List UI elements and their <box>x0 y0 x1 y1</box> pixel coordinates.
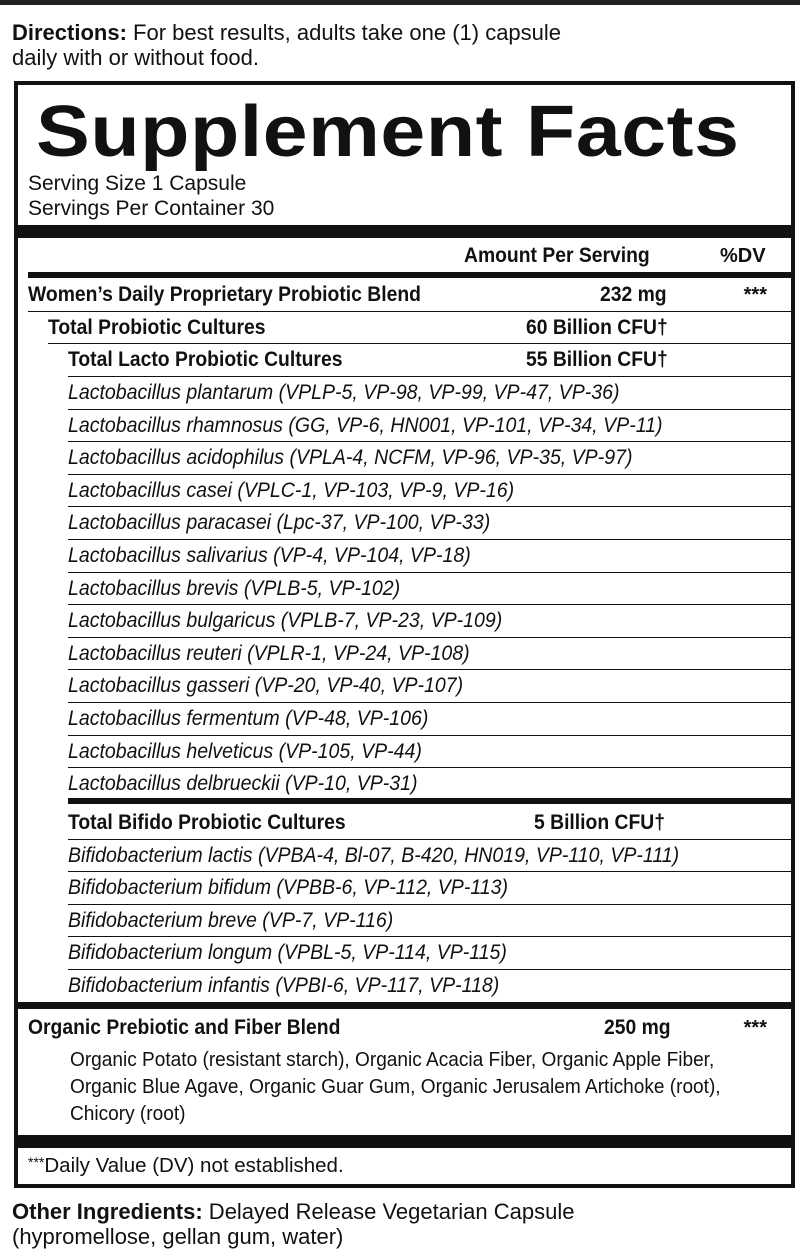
thick-divider-bottom <box>18 1135 791 1148</box>
panel-title: Supplement Facts <box>36 92 740 172</box>
strain-row <box>18 410 791 442</box>
strain-row <box>18 840 791 872</box>
footnote-text: Daily Value (DV) not established. <box>44 1154 344 1177</box>
strain-row <box>18 573 791 605</box>
other-ingredients-line-1: Delayed Release Vegetarian Capsule <box>202 1199 575 1224</box>
lacto-total-name: Total Lacto Probiotic Cultures <box>68 348 343 371</box>
serving-info <box>28 171 274 221</box>
amount-per-serving-header: Amount Per Serving <box>464 244 650 267</box>
strain-row <box>18 872 791 904</box>
fiber-ingredients-line: Organic Potato (resistant starch), Organic Acacia Fiber, Organic Apple Fiber, <box>70 1048 715 1071</box>
medium-divider-2 <box>68 798 791 804</box>
footnote <box>28 1152 344 1180</box>
strain-row <box>18 905 791 937</box>
bifido-total-amount: 5 Billion CFU† <box>534 811 665 834</box>
servings-per-container: Servings Per Container 30 <box>28 197 275 220</box>
strain-row <box>18 736 791 768</box>
medium-divider-3 <box>18 1002 791 1009</box>
medium-divider-1 <box>28 272 791 278</box>
strain-name: Lactobacillus fermentum (VP-48, VP-106) <box>68 707 429 730</box>
lacto-total-row <box>18 344 791 376</box>
strain-name: Bifidobacterium bifidum (VPBB-6, VP-112, VP-113) <box>68 876 508 900</box>
dv-header: %DV <box>720 245 766 267</box>
strain-row <box>18 670 791 702</box>
strain-name: Lactobacillus reuteri (VPLR-1, VP-24, VP-108) <box>68 641 470 665</box>
bifido-total-row <box>18 807 791 839</box>
strain-name: Bifidobacterium longum (VPBL-5, VP-114, VP-115) <box>68 941 507 965</box>
other-ingredients-label: Other Ingredients: <box>12 1199 203 1224</box>
strain-name: Lactobacillus rhamnosus (GG, VP-6, HN001, VP-101, VP-34, VP-11) <box>68 413 663 437</box>
strain-row <box>18 703 791 735</box>
strain-name: Bifidobacterium lactis (VPBA-4, Bl-07, B-420, HN019, VP-110, VP-111) <box>68 844 680 867</box>
other-ingredients-line-2: (hypromellose, gellan gum, water) <box>12 1224 344 1249</box>
strain-row <box>18 507 791 539</box>
strain-row <box>18 442 791 474</box>
top-rule <box>0 0 800 5</box>
strain-name: Lactobacillus delbrueckii (VP-10, VP-31) <box>68 772 418 796</box>
strain-row <box>18 605 791 637</box>
header-row <box>18 240 791 272</box>
strain-name: Lactobacillus acidophilus (VPLA-4, NCFM, VP-96, VP-35, VP-97) <box>68 446 633 470</box>
blend2-dv: *** <box>743 1017 767 1039</box>
strain-name: Bifidobacterium breve (VP-7, VP-116) <box>68 908 394 932</box>
fiber-blend-ingredients <box>70 1046 740 1127</box>
blend1-row <box>18 279 791 311</box>
blend1-dv: *** <box>743 284 767 306</box>
strain-name: Lactobacillus gasseri (VP-20, VP-40, VP-107) <box>68 674 464 698</box>
thick-divider-top <box>18 225 791 238</box>
strain-name: Lactobacillus paracasei (Lpc-37, VP-100, VP-33) <box>68 511 491 535</box>
serving-size: Serving Size 1 Capsule <box>28 172 247 195</box>
strain-row <box>18 377 791 409</box>
blend2-row <box>18 1012 791 1044</box>
blend1-amount: 232 mg <box>600 283 667 306</box>
bifido-total-name: Total Bifido Probiotic Cultures <box>68 811 346 834</box>
strain-row <box>18 638 791 670</box>
strain-name: Lactobacillus plantarum (VPLP-5, VP-98, VP-99, VP-47, VP-36) <box>68 381 620 404</box>
strain-name: Bifidobacterium infantis (VPBI-6, VP-117, VP-118) <box>68 973 500 997</box>
directions-label: Directions: <box>12 20 127 45</box>
blend2-name: Organic Prebiotic and Fiber Blend <box>28 1016 341 1039</box>
strain-name: Lactobacillus casei (VPLC-1, VP-103, VP-9, VP-16) <box>68 478 515 502</box>
strain-name: Lactobacillus bulgaricus (VPLB-7, VP-23, VP-109) <box>68 609 503 633</box>
directions-text <box>12 20 792 70</box>
strain-name: Lactobacillus helveticus (VP-105, VP-44) <box>68 739 422 763</box>
fiber-ingredients-line: Chicory (root) <box>70 1102 186 1125</box>
total-probiotic-amount: 60 Billion CFU† <box>526 316 668 339</box>
strain-name: Lactobacillus salivarius (VP-4, VP-104, VP-18) <box>68 544 471 567</box>
footnote-mark: *** <box>28 1154 45 1170</box>
directions-line-1: For best results, adults take one (1) capsule <box>126 20 562 45</box>
total-probiotic-row <box>18 312 791 344</box>
strain-row <box>18 768 791 800</box>
strain-row <box>18 937 791 969</box>
blend2-amount: 250 mg <box>604 1016 671 1039</box>
strain-name: Lactobacillus brevis (VPLB-5, VP-102) <box>68 576 401 600</box>
strain-row <box>18 540 791 572</box>
blend1-name: Women’s Daily Proprietary Probiotic Blend <box>28 283 421 306</box>
strain-row <box>18 970 791 1002</box>
other-ingredients <box>12 1199 792 1249</box>
total-probiotic-name: Total Probiotic Cultures <box>48 316 266 339</box>
lacto-total-amount: 55 Billion CFU† <box>526 348 668 371</box>
supplement-facts-panel <box>14 81 795 1188</box>
fiber-ingredients-line: Organic Blue Agave, Organic Guar Gum, Organic Jerusalem Artichoke (root), <box>70 1075 721 1098</box>
directions-line-2: daily with or without food. <box>12 45 260 70</box>
strain-row <box>18 475 791 507</box>
